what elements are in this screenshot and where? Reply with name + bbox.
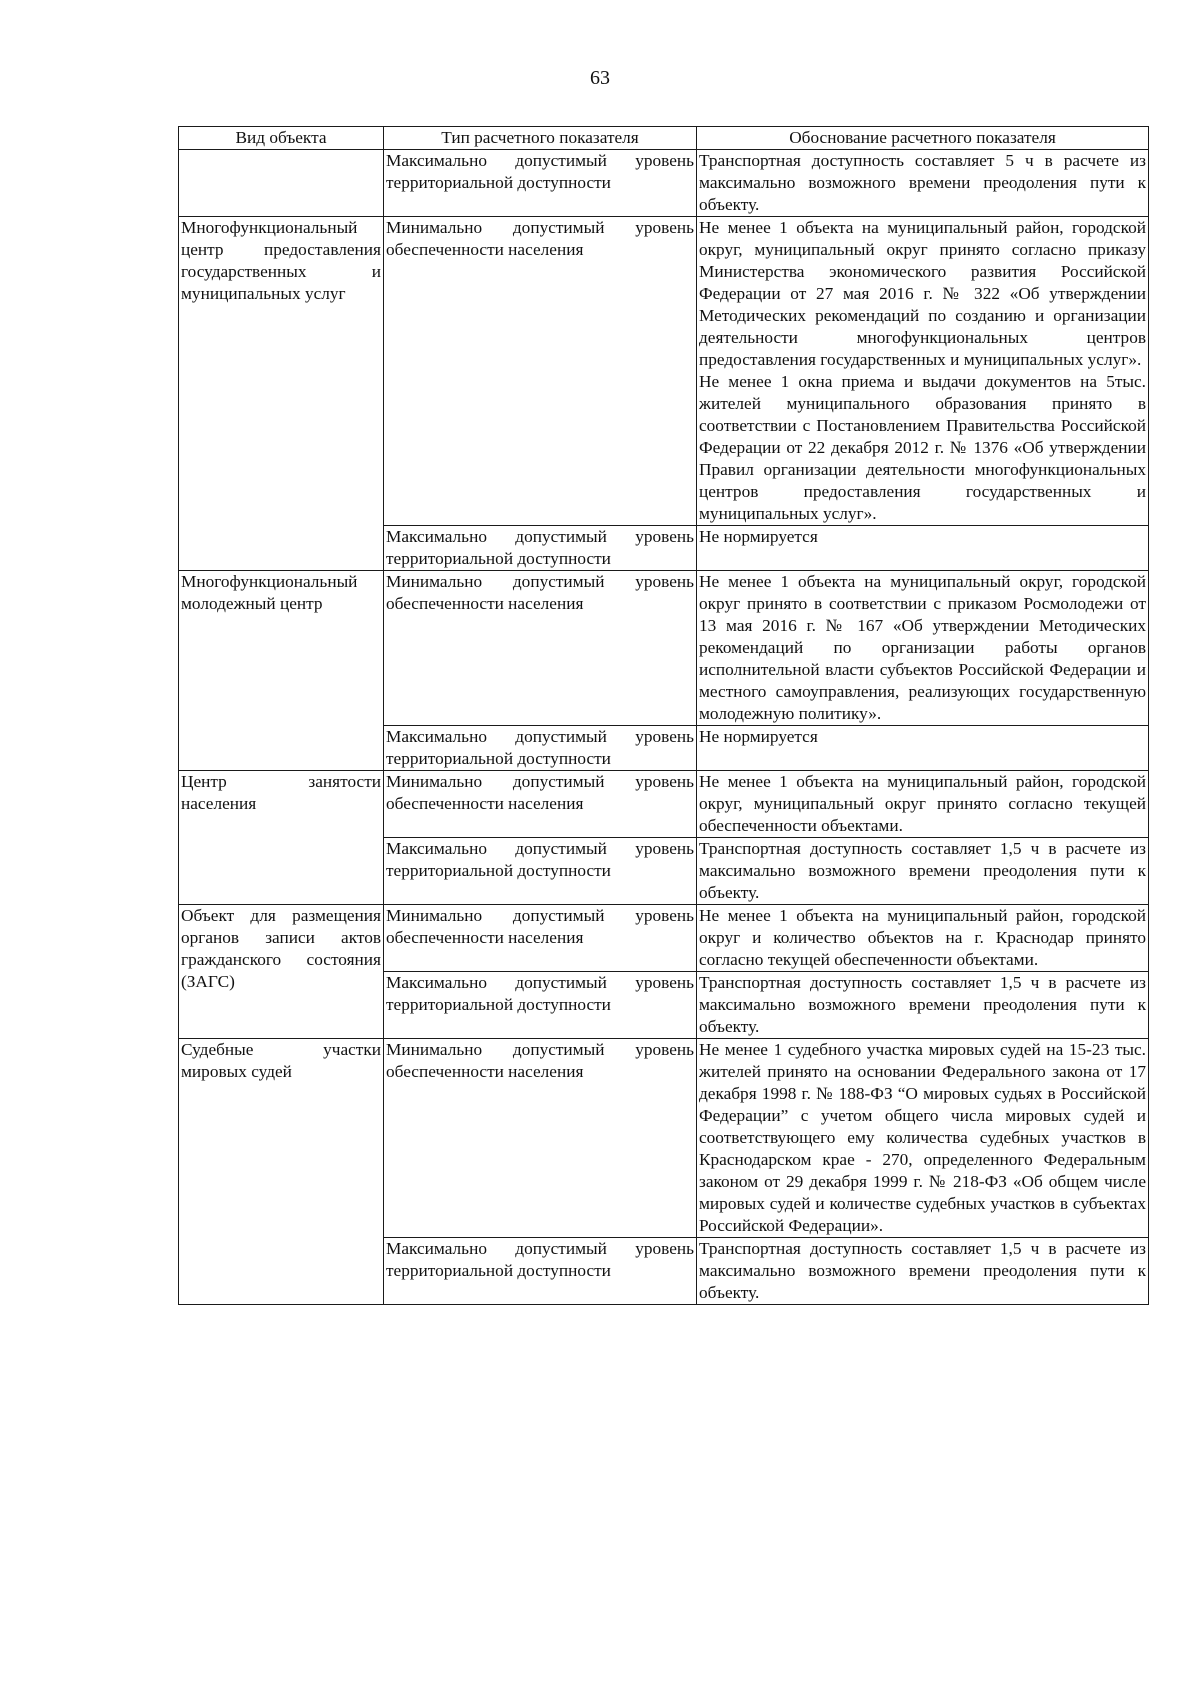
indicator-basis-cell bbox=[697, 526, 1149, 571]
indicator-type-cell: Минимально допустимый уровень обеспеченности населения bbox=[384, 771, 697, 838]
basis-paragraph: Не менее 1 объекта на муниципальный округ, городской округ принято в соответствии с приказом Росмолодежи от 13 мая 2016 г. № 167 «Об утверждении Методических рекомендаций по организации работы органов исполнительной власти субъектов Российской Федерации и местного самоуправления, реализующих государственную молодежную политику». bbox=[699, 572, 1146, 723]
indicator-basis-cell bbox=[697, 150, 1149, 217]
table-row bbox=[179, 571, 1149, 726]
indicator-basis-cell bbox=[697, 571, 1149, 726]
indicator-basis-cell bbox=[697, 217, 1149, 526]
basis-paragraph: Транспортная доступность составляет 5 ч в расчете из максимально возможного времени преодоления пути к объекту. bbox=[699, 151, 1146, 214]
basis-paragraph: Не нормируется bbox=[699, 527, 818, 546]
object-type-cell: Судебные участки мировых судей bbox=[179, 1039, 384, 1305]
indicator-type-cell: Максимально допустимый уровень территориальной доступности bbox=[384, 838, 697, 905]
basis-paragraph: Не нормируется bbox=[699, 727, 818, 746]
indicator-type-cell: Минимально допустимый уровень обеспеченности населения bbox=[384, 905, 697, 972]
basis-paragraph: Транспортная доступность составляет 1,5 ч в расчете из максимально возможного времени преодоления пути к объекту. bbox=[699, 973, 1146, 1036]
indicator-type-cell: Максимально допустимый уровень территориальной доступности bbox=[384, 972, 697, 1039]
indicator-basis-cell bbox=[697, 972, 1149, 1039]
indicator-basis-cell bbox=[697, 726, 1149, 771]
indicator-basis-cell bbox=[697, 1238, 1149, 1305]
calculation-indicators-table bbox=[178, 126, 1149, 1305]
basis-paragraph: Транспортная доступность составляет 1,5 ч в расчете из максимально возможного времени преодоления пути к объекту. bbox=[699, 839, 1146, 902]
page-number: 63 bbox=[590, 67, 610, 89]
basis-paragraph: Не менее 1 объекта на муниципальный район, городской округ и количество объектов на г. Краснодар принято согласно текущей обеспеченности объектами. bbox=[699, 906, 1146, 969]
table-row bbox=[179, 217, 1149, 526]
indicator-basis-cell bbox=[697, 771, 1149, 838]
object-type-cell: Центр занятости населения bbox=[179, 771, 384, 905]
indicator-basis-cell bbox=[697, 1039, 1149, 1238]
basis-paragraph: Не менее 1 судебного участка мировых судей на 15-23 тыс. жителей принято на основании Федерального закона от 17 декабря 1998 г. № 188-ФЗ “О мировых судьях в Российской Федерации” с учетом общего числа мировых судей и соответствующего ему количества судебных участков в Краснодарском крае - 270, определенного Федеральным законом от 29 декабря 1999 г. № 218-ФЗ «Об общем числе мировых судей и количестве судебных участков в субъектах Российской Федерации». bbox=[699, 1040, 1146, 1235]
header-indicator-type: Тип расчетного показателя bbox=[384, 127, 697, 150]
indicator-type-cell: Максимально допустимый уровень территориальной доступности bbox=[384, 726, 697, 771]
object-type-cell: Многофункциональный центр предоставления государственных и муниципальных услуг bbox=[179, 217, 384, 571]
basis-paragraph: Не менее 1 объекта на муниципальный район, городской округ, муниципальный округ принято согласно текущей обеспеченности объектами. bbox=[699, 772, 1146, 835]
indicator-type-cell: Максимально допустимый уровень территориальной доступности bbox=[384, 1238, 697, 1305]
indicator-basis-cell bbox=[697, 838, 1149, 905]
object-type-cell bbox=[179, 150, 384, 217]
header-indicator-basis: Обоснование расчетного показателя bbox=[697, 127, 1149, 150]
header-object-type: Вид объекта bbox=[179, 127, 384, 150]
table-header-row bbox=[179, 127, 1149, 150]
table-row bbox=[179, 150, 1149, 217]
object-type-cell: Объект для размещения органов записи актов гражданского состояния (ЗАГС) bbox=[179, 905, 384, 1039]
indicator-basis-cell bbox=[697, 905, 1149, 972]
object-type-cell: Многофункциональный молодежный центр bbox=[179, 571, 384, 771]
indicator-type-cell: Минимально допустимый уровень обеспеченности населения bbox=[384, 571, 697, 726]
indicator-type-cell: Максимально допустимый уровень территориальной доступности bbox=[384, 150, 697, 217]
table-row bbox=[179, 1039, 1149, 1238]
basis-paragraph: Не менее 1 окна приема и выдачи документов на 5тыс. жителей муниципального образования принято в соответствии с Постановлением Правительства Российской Федерации от 22 декабря 2012 г. № 1376 «Об утверждении Правил организации деятельности многофункциональных центров предоставления государственных и муниципальных услуг». bbox=[699, 372, 1146, 523]
table-row bbox=[179, 905, 1149, 972]
basis-paragraph: Транспортная доступность составляет 1,5 ч в расчете из максимально возможного времени преодоления пути к объекту. bbox=[699, 1239, 1146, 1302]
indicator-type-cell: Минимально допустимый уровень обеспеченности населения bbox=[384, 217, 697, 526]
basis-paragraph: Не менее 1 объекта на муниципальный район, городской округ, муниципальный округ принято согласно приказу Министерства экономического развития Российской Федерации от 27 мая 2016 г. № 322 «Об утверждении Методических рекомендаций по созданию и организации деятельности многофункциональных центров предоставления государственных и муниципальных услуг». bbox=[699, 218, 1146, 369]
indicator-type-cell: Минимально допустимый уровень обеспеченности населения bbox=[384, 1039, 697, 1238]
indicator-type-cell: Максимально допустимый уровень территориальной доступности bbox=[384, 526, 697, 571]
table-row bbox=[179, 771, 1149, 838]
